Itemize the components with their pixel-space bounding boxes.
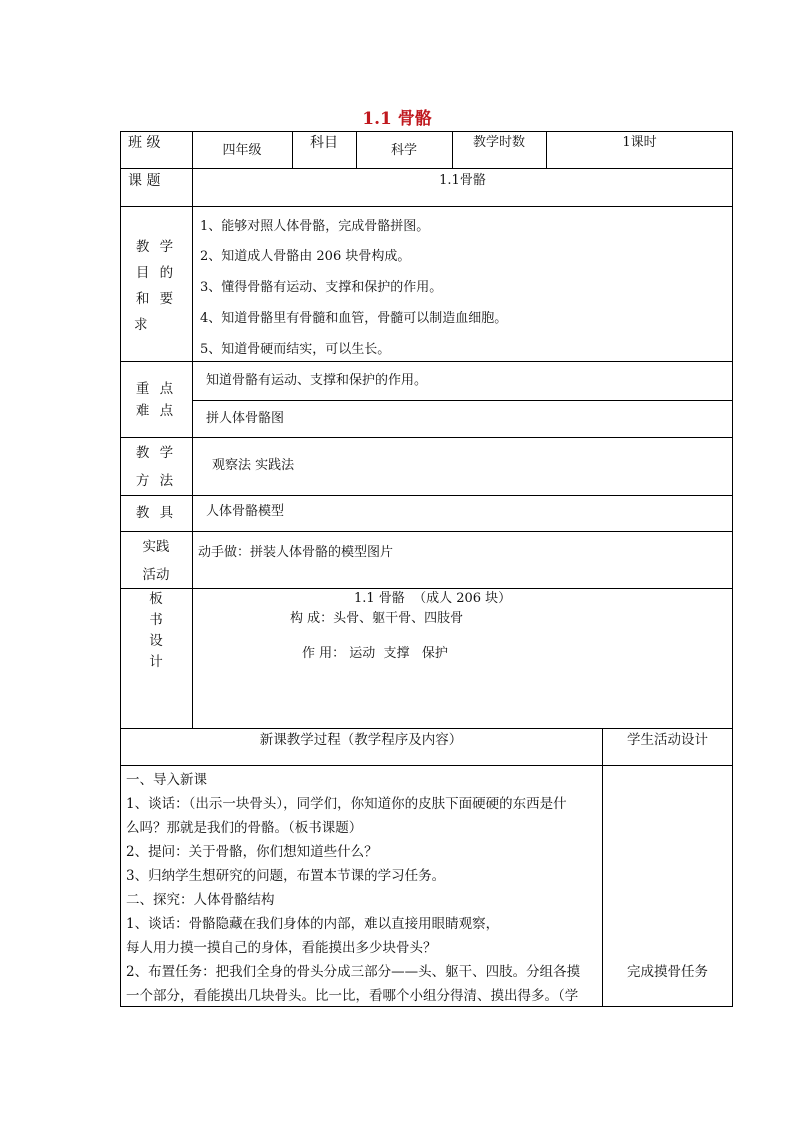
process-line: 3、归纳学生想研究的问题，布置本节课的学习任务。 — [126, 868, 446, 884]
tools-label: 教 具 — [135, 505, 177, 521]
goal-item: 4、知道骨骼里有骨髓和血管，骨髓可以制造血细胞。 — [200, 311, 508, 326]
hours-label: 教学时数 — [472, 135, 525, 150]
goal-item: 1、能够对照人体骨骼，完成骨骼拼图。 — [200, 219, 430, 234]
difficulty-text: 拼人体骨骼图 — [206, 411, 285, 426]
practice-label: 实践 活动 — [142, 539, 170, 583]
method-value: 观察法 实践法 — [212, 458, 295, 473]
tools-value: 人体骨骼模型 — [206, 504, 285, 519]
student-activity-header: 学生活动设计 — [627, 732, 708, 748]
topic-label: 课 题 — [128, 173, 161, 189]
goals-label: 教 学 目 的 和 要 求 — [134, 239, 177, 333]
board-line-1: 1.1 骨骼 （成人 206 块） — [354, 591, 512, 606]
topic-value: 1.1骨骼 — [439, 173, 486, 188]
process-line: 二、探究：人体骨骼结构 — [126, 892, 275, 908]
process-line: 1、谈话：（出示一块骨头），同学们，你知道你的皮肤下面硬硬的东西是什 — [126, 796, 567, 812]
process-line: 么吗？那就是我们的骨骼。（板书课题） — [126, 820, 363, 836]
process-line: 2、提问：关于骨骼，你们想知道些什么？ — [126, 844, 378, 860]
student-activity-text: 完成摸骨任务 — [627, 964, 708, 980]
method-label: 教 学 方 法 — [135, 445, 177, 489]
process-line: 每人用力摸一摸自己的身体，看能摸出多少块骨头？ — [126, 940, 437, 956]
practice-value: 动手做：拼装人体骨骼的模型图片 — [198, 545, 394, 560]
board-line-2: 构 成：头骨、躯干骨、四肢骨 — [290, 611, 464, 626]
process-line: 2、布置任务：把我们全身的骨头分成三部分——头、躯干、四肢。分组各摸 — [126, 964, 581, 980]
class-label: 班 级 — [128, 135, 161, 151]
goal-item: 3、懂得骨骼有运动、支撑和保护的作用。 — [200, 280, 443, 295]
board-label: 板 书 设 计 — [149, 591, 163, 670]
subject-value: 科学 — [390, 143, 417, 158]
class-value: 四年级 — [222, 143, 262, 158]
goal-item: 5、知道骨硬而结实，可以生长。 — [200, 342, 391, 357]
goal-item: 2、知道成人骨骼由 206 块骨构成。 — [200, 249, 411, 264]
page-title: 1.1 骨骼 — [362, 109, 432, 129]
key-point-text: 知道骨骼有运动、支撑和保护的作用。 — [206, 373, 428, 388]
process-line: 一个部分，看能摸出几块骨头。比一比，看哪个小组分得清、摸出得多。（学 — [126, 988, 579, 1004]
process-line: 1、谈话：骨骼隐藏在我们身体的内部，难以直接用眼睛观察， — [126, 916, 500, 932]
subject-label: 科目 — [310, 135, 338, 151]
process-line: 一、导入新课 — [126, 772, 207, 788]
key-points-label: 重 点 难 点 — [135, 381, 177, 419]
process-content — [126, 768, 580, 1008]
board-line-3: 作 用： 运动 支撑 保护 — [302, 646, 448, 661]
process-header: 新课教学过程（教学程序及内容） — [259, 732, 463, 748]
hours-value: 1课时 — [622, 135, 657, 150]
